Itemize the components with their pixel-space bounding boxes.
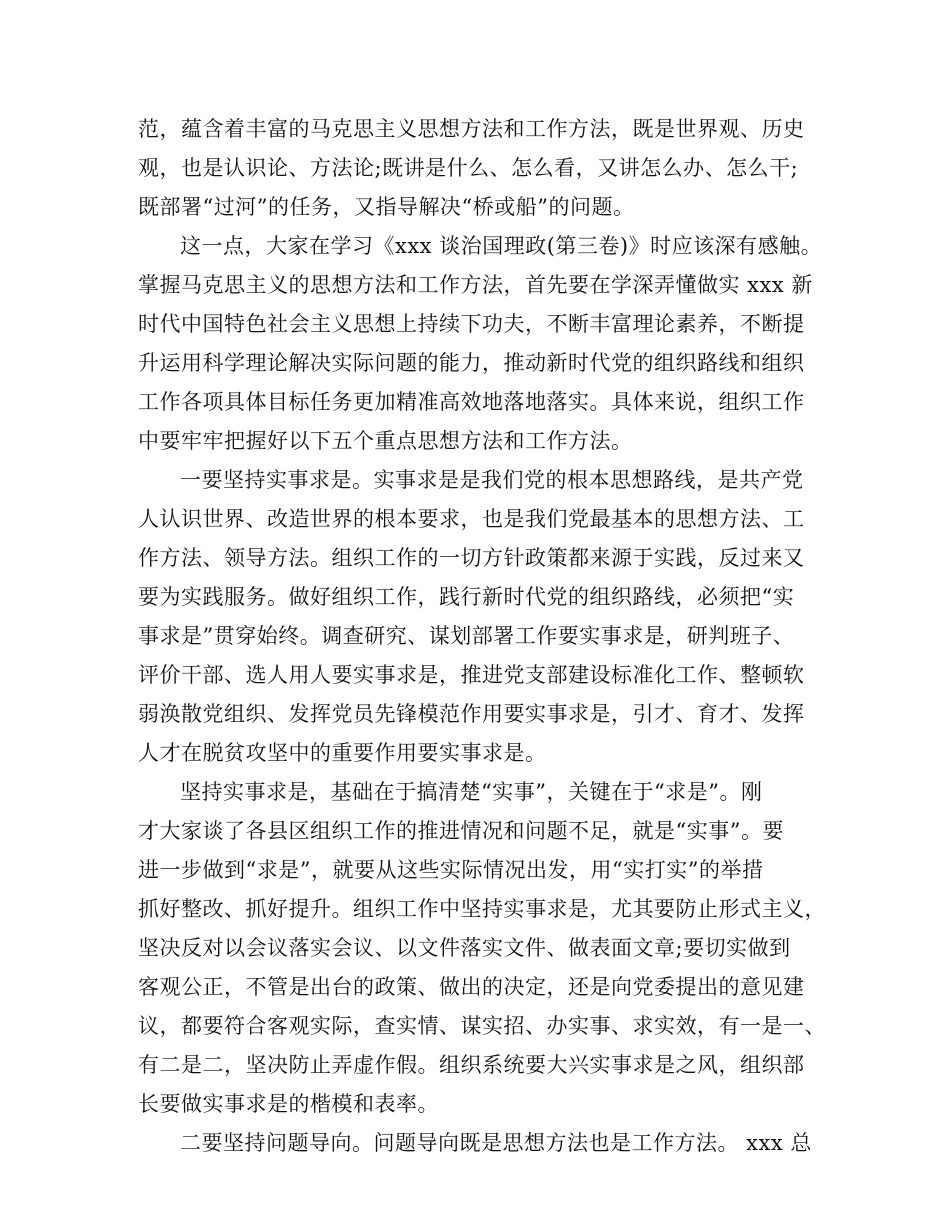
text-line: 坚持实事求是，基础在于搞清楚“实事”，关键在于“求是”。刚	[180, 780, 763, 804]
text-line: 有二是二，坚决防止弄虚作假。组织系统要大兴实事求是之风，组织部	[138, 1053, 805, 1077]
text-line: 客观公正，不管是出台的政策、做出的决定，还是向党委提出的意见建	[138, 975, 805, 999]
text-line: 评价干部、选人用人要实事求是，推进党支部建设标准化工作、整顿软	[138, 663, 805, 687]
text-line: 人认识世界、改造世界的根本要求，也是我们党最基本的思想方法、工	[138, 507, 805, 531]
text-line: 范，蕴含着丰富的马克思主义思想方法和工作方法，既是世界观、历史	[138, 117, 805, 141]
text-line: 二要坚持问题导向。问题导向既是思想方法也是工作方法。 xxx 总	[180, 1131, 812, 1155]
text-line: 这一点，大家在学习《xxx 谈治国理政(第三卷)》时应该深有感触。	[180, 234, 823, 258]
text-line: 升运用科学理论解决实际问题的能力，推动新时代党的组织路线和组织	[138, 351, 805, 375]
text-line: 工作各项具体目标任务更加精准高效地落地落实。具体来说，组织工作	[138, 390, 805, 414]
text-line: 观，也是认识论、方法论;既讲是什么、怎么看，又讲怎么办、怎么干;	[138, 156, 799, 180]
text-line: 掌握马克思主义的思想方法和工作方法，首先要在学深弄懂做实 xxx 新	[138, 273, 813, 297]
text-line: 坚决反对以会议落实会议、以文件落实文件、做表面文章;要切实做到	[138, 936, 791, 960]
text-line: 抓好整改、抓好提升。组织工作中坚持实事求是，尤其要防止形式主义，	[138, 897, 826, 921]
text-line: 进一步做到“求是”，就要从这些实际情况出发，用“实打实”的举措	[138, 858, 764, 882]
text-line: 才大家谈了各县区组织工作的推进情况和问题不足，就是“实事”。要	[138, 819, 784, 843]
text-line: 弱涣散党组织、发挥党员先锋模范作用要实事求是，引才、育才、发挥	[138, 702, 805, 726]
text-line: 议，都要符合客观实际，查实情、谋实招、办实事、求实效，有一是一、	[138, 1014, 826, 1038]
text-line: 人才在脱贫攻坚中的重要作用要实事求是。	[138, 741, 547, 765]
text-line: 一要坚持实事求是。实事求是是我们党的根本思想路线，是共产党	[180, 468, 804, 492]
text-line: 中要牢牢把握好以下五个重点思想方法和工作方法。	[138, 429, 633, 453]
text-line: 要为实践服务。做好组织工作，践行新时代党的组织路线，必须把“实	[138, 585, 795, 609]
text-line: 事求是”贯穿始终。调查研究、谋划部署工作要实事求是，研判班子、	[138, 624, 795, 648]
text-line: 既部署“过河”的任务，又指导解决“桥或船”的问题。	[138, 195, 635, 219]
text-line: 时代中国特色社会主义思想上持续下功夫，不断丰富理论素养，不断提	[138, 312, 805, 336]
text-line: 作方法、领导方法。组织工作的一切方针政策都来源于实践，反过来又	[138, 546, 805, 570]
text-line: 长要做实事求是的楷模和表率。	[138, 1092, 439, 1116]
